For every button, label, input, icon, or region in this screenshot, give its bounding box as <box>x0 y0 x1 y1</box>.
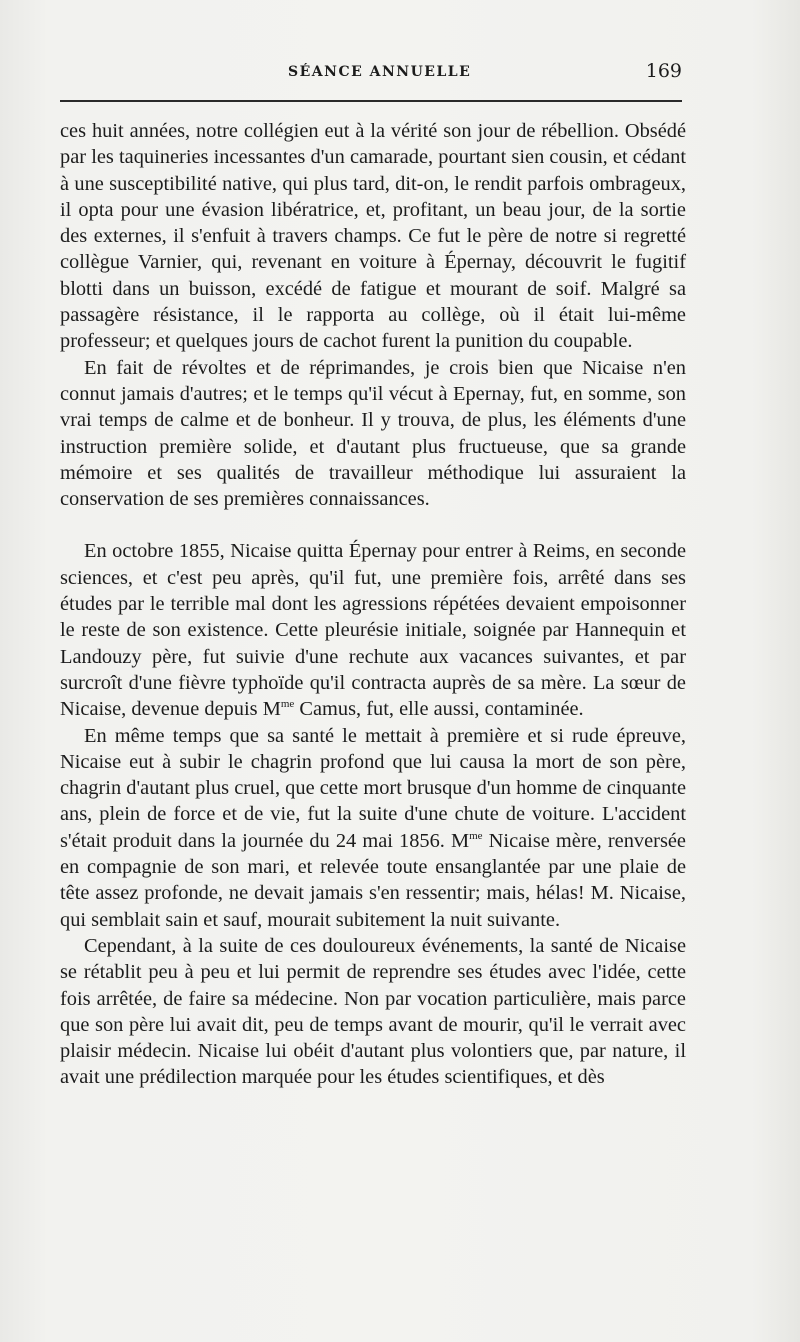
paragraph <box>60 538 686 722</box>
paragraph-text: Nicaise mère, renversée en compagnie de son mari, et relevée toute ensanglantée par une plaie de tête assez profonde, ne devait jamais s'en ressentir; mais, hélas! M. Nicaise, qui semblait sain et sauf, mourait subitement la nuit suivante. <box>60 829 686 931</box>
paragraph <box>60 723 686 933</box>
superscript: me <box>280 698 295 711</box>
paragraph-text: En même temps que sa santé le mettait à première et si rude épreuve, Nicaise eut à subir le chagrin profond que lui causa la mort de son père, chagrin d'autant plus cruel, que cette mort brusque d'un homme de cinquante ans, plein de force et de vie, fut la suite d'une chute de voiture. L'accident s'était produit dans la journée du 24 mai 1856. M <box>60 724 686 852</box>
running-title: SÉANCE ANNUELLE <box>288 64 472 80</box>
body-text <box>60 118 686 1091</box>
page-header <box>60 60 682 88</box>
paragraph-text: Camus, fut, elle aussi, contaminée. <box>294 698 584 721</box>
paragraph: ces huit années, notre collégien eut à la vérité son jour de rébellion. Obsédé par les taquineries incessantes d'un camarade, pourtant sien cousin, et cédant à une susceptibilité native, qui plus tard, dit-on, le rendit parfois ombrageux, il opta pour une évasion libératrice, et, profitant, un beau jour, de la sortie des externes, il s'enfuit à travers champs. Ce fut le père de notre si regretté collègue Varnier, qui, revenant en voiture à Épernay, découvrit le fugitif blotti dans un buisson, excédé de fatigue et mourant de soif. Malgré sa passagère résistance, il le rapporta au collège, où il était lui-même professeur; et quelques jours de cachot furent la punition du coupable. <box>60 120 686 353</box>
superscript: me <box>469 829 483 842</box>
paragraph: En fait de révoltes et de réprimandes, je crois bien que Nicaise n'en connut jamais d'autres; et le temps qu'il vécut à Epernay, fut, en somme, son vrai temps de calme et de bonheur. Il y trouva, de plus, les éléments d'une instruction première solide, et d'autant plus fructueuse, que sa grande mémoire et ses qualités de travailleur méthodique lui assuraient la conservation de ses premières connaissances. <box>60 356 686 511</box>
page-number: 169 <box>645 60 682 82</box>
paragraph-text: En octobre 1855, Nicaise quitta Épernay pour entrer à Reims, en seconde sciences, et c'est peu après, qu'il fut, une première fois, arrêté dans ses études par le terrible mal dont les agressions répétées devaient empoisonner le reste de son existence. Cette pleurésie initiale, soignée par Hannequin et Landouzy père, fut suivie d'une rechute aux vacances suivantes, et par surcroît d'une fièvre typhoïde qu'il contracta auprès de sa mère. La sœur de Nicaise, devenue depuis M <box>60 540 686 721</box>
paragraph: Cependant, à la suite de ces douloureux événements, la santé de Nicaise se rétablit peu à peu et lui permit de reprendre ses études avec l'idée, cette fois arrêtée, de faire sa médecine. Non par vocation particulière, mais parce que son père lui avait dit, peu de temps avant de mourir, qu'il le verrait avec plaisir médecin. Nicaise lui obéit d'autant plus volontiers que, par nature, il avait une prédilection marquée pour les études scientifiques, et dès <box>60 934 686 1089</box>
header-rule <box>60 100 682 102</box>
